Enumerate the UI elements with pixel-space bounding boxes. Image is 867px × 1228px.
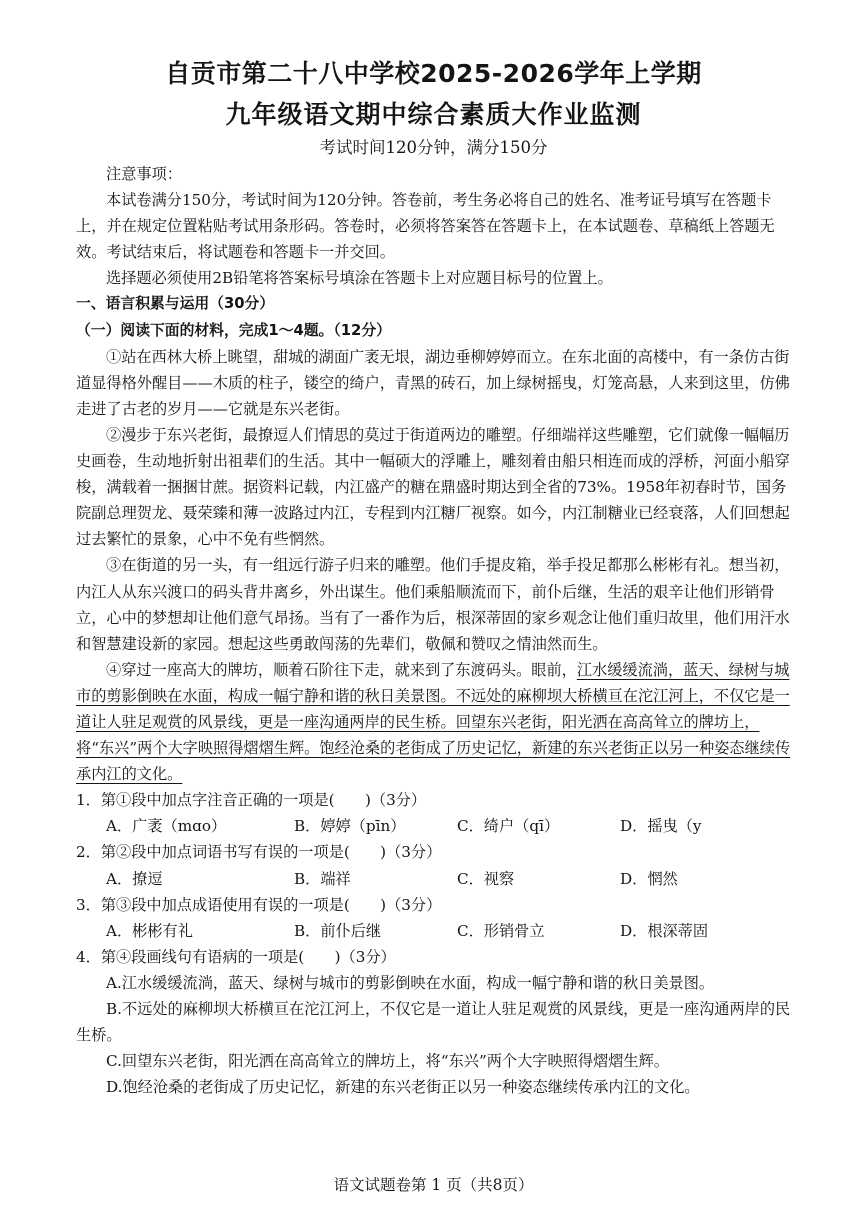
passage-paragraph-4 — [76, 657, 796, 787]
question-1-stem: 1．第①段中加点字注音正确的一项是( )（3分） — [76, 791, 427, 810]
question-1-options — [76, 813, 796, 839]
passage-paragraph-1: ①站在西林大桥上眺望，甜城的湖面广袤无垠，湖边垂柳婷婷而立。在东北面的高楼中，有一条仿古街道显得格外醒目——木质的柱子，镂空的绮户，青黑的砖石，加上绿树摇曳，灯笼高悬，人来到这里，仿佛走进了古老的岁月——它就是东兴老街。 — [76, 347, 790, 418]
notice-paragraph: 选择题必须使用2B铅笔将答案标号填涂在答题卡上对应题目标号的位置上。 — [106, 269, 613, 288]
exam-title-line1: 自贡市第二十八中学校2025-2026学年上学期 — [165, 59, 702, 88]
page-footer: 语文试题卷第 1 页（共8页） — [333, 1176, 534, 1194]
option-b: B．端祥 — [294, 869, 351, 888]
question-4-option-b: B.不远处的麻柳坝大桥横亘在沱江河上，不仅它是一道让人驻足观赏的风景线，更是一座沟通两岸的民生桥。 — [76, 1000, 791, 1045]
passage-paragraph-4-lead: ④穿过一座高大的牌坊，顺着石阶往下走，就来到了东渡码头。眼前， — [106, 660, 577, 679]
question-2-stem: 2．第②段中加点词语书写有误的一项是( )（3分） — [76, 843, 442, 862]
notice-heading: 注意事项： — [106, 165, 182, 183]
question-4-option-c: C.回望东兴老街，阳光洒在高高耸立的牌坊上，将“东兴”两个大字映照得熠熠生辉。 — [106, 1052, 669, 1071]
exam-subtitle: 考试时间120分钟，满分150分 — [319, 138, 548, 157]
exam-body — [76, 161, 796, 1100]
passage-paragraph-2: ②漫步于东兴老街，最撩逗人们情思的莫过于街道两边的雕塑。仔细端祥这些雕塑，它们就像一幅幅历史画卷，生动地折射出祖辈们的生活。其中一幅硕大的浮雕上，雕刻着由船只相连而成的浮桥，河面小船穿梭，满载着一捆捆甘蔗。据资料记载，内江盛产的糖在鼎盛时期达到全省的73%。1958年初春时节，国务院副总理贺龙、聂荣臻和薄一波路过内江，专程到内江糖厂视察。如今，内江制糖业已经衰落，人们回想起过去繁忙的景象，心中不免有些惘然。 — [76, 425, 790, 549]
question-3-options — [76, 918, 796, 944]
option-c: C．形销骨立 — [457, 921, 545, 940]
option-b: B．前仆后继 — [294, 921, 382, 940]
section-heading: 一、语言积累与运用（30分） — [76, 295, 275, 313]
underlined-sentences: 江水缓缓流淌，蓝天、绿树与城市的剪影倒映在水面，构成一幅宁静和谐的秋日美景图。不远处的麻柳坝大桥横亘在沱江河上，不仅它是一道让人驻足观赏的风景线，更是一座沟通两岸的民生桥。回望东兴老街，阳光洒在高高耸立的牌坊上，将“东兴”两个大字映照得熠熠生辉。饱经沧桑的老街成了历史记忆，新建的东兴老街正以另一种姿态继续传承内江的文化。 — [76, 660, 791, 784]
exam-title-line2: 九年级语文期中综合素质大作业监测 — [225, 100, 642, 129]
notice-paragraph: 本试卷满分150分，考试时间为120分钟。答卷前，考生务必将自己的姓名、准考证号填写在答题卡上，并在规定位置粘贴考试用条形码。答卷时，必须将答案答在答题卡上，在本试题卷、草稿纸上答题无效。考试结束后，将试题卷和答题卡一并交回。 — [76, 191, 775, 262]
subsection-heading: （一）阅读下面的材料，完成1～4题。（12分） — [76, 321, 391, 339]
question-4-option-d: D.饱经沧桑的老街成了历史记忆，新建的东兴老街正以另一种姿态继续传承内江的文化。 — [106, 1078, 700, 1097]
question-3-stem: 3．第③段中加点成语使用有误的一项是( )（3分） — [76, 895, 442, 914]
question-2-options — [76, 866, 796, 892]
option-a: A．撩逗 — [106, 869, 163, 888]
option-d: D．摇曳（y — [620, 817, 702, 836]
question-4-option-a: A.江水缓缓流淌，蓝天、绿树与城市的剪影倒映在水面，构成一幅宁静和谐的秋日美景图。 — [106, 973, 715, 992]
passage-paragraph-3: ③在街道的另一头，有一组远行游子归来的雕塑。他们手提皮箱，举手投足都那么彬彬有礼。想当初，内江人从东兴渡口的码头背井离乡，外出谋生。他们乘船顺流而下，前仆后继，生活的艰辛让他们形销骨立，心中的梦想却让他们意气昂扬。当有了一番作为后，根深蒂固的家乡观念让他们重归故里，他们用汗水和智慧建设新的家园。想起这些勇敢闯荡的先辈们，敬佩和赞叹之情油然而生。 — [76, 556, 790, 653]
option-c: C．绮户（qī） — [457, 817, 560, 836]
option-b: B．婷婷（pīn） — [294, 817, 406, 836]
option-a: A．彬彬有礼 — [106, 921, 193, 940]
option-c: C．视察 — [457, 869, 515, 888]
option-a: A．广袤（mɑo） — [106, 817, 227, 836]
question-4-stem: 4．第④段画线句有语病的一项是( )（3分） — [76, 947, 396, 966]
option-d: D．惘然 — [620, 869, 678, 888]
option-d: D．根深蒂固 — [620, 921, 709, 940]
